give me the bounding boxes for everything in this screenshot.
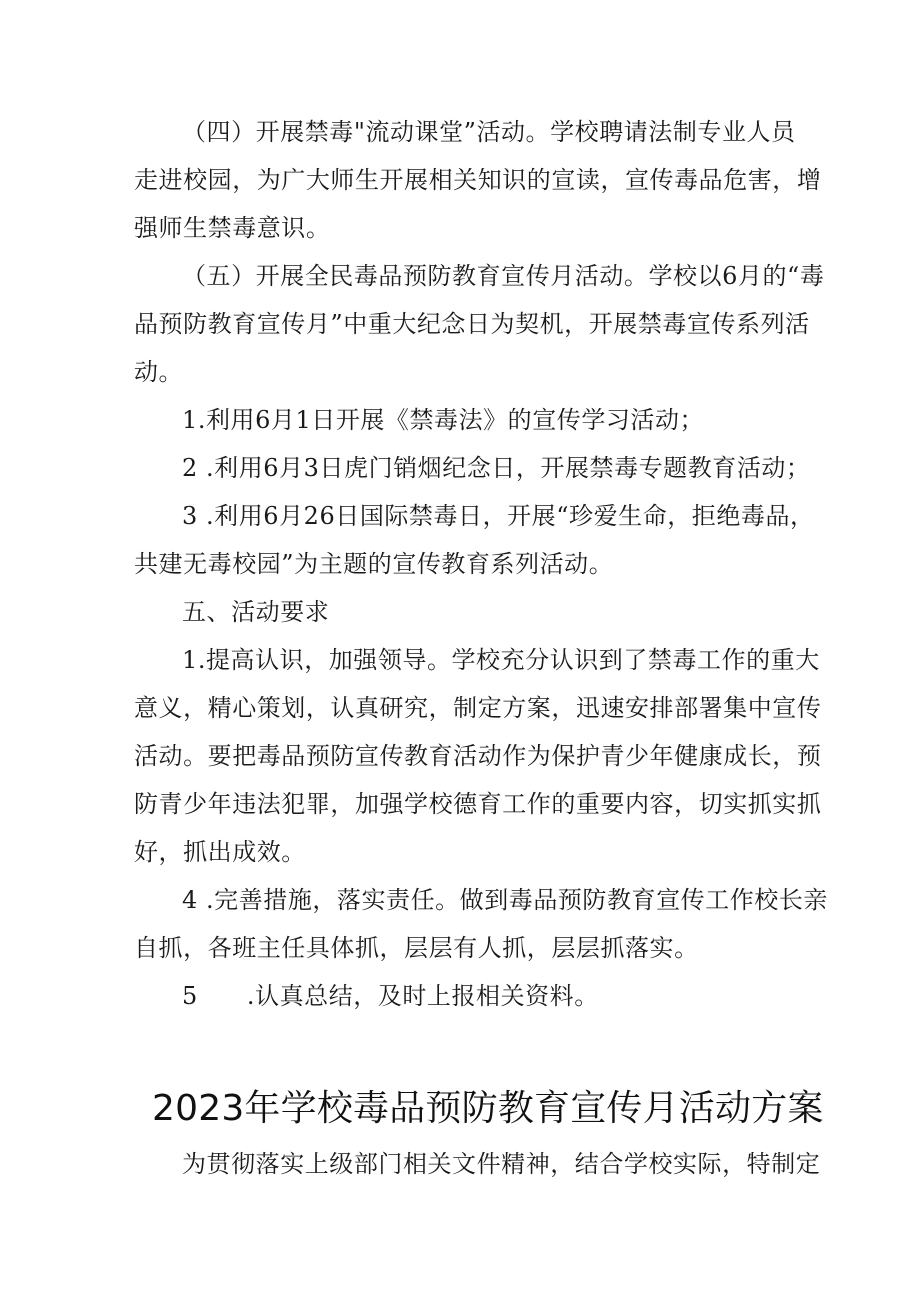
paragraph-line: 5 .认真总结，及时上报相关资料。 xyxy=(182,982,599,1010)
paragraph-line: 自抓，各班主任具体抓，层层有人抓，层层抓落实。 xyxy=(134,934,699,962)
paragraph-line: 共建无毒校园”为主题的宣传教育系列活动。 xyxy=(134,550,614,578)
paragraph-line: 1.提高认识，加强领导。学校充分认识到了禁毒工作的重大 xyxy=(182,646,820,674)
paragraph-line: 4 .完善措施，落实责任。做到毒品预防教育宣传工作校长亲 xyxy=(182,886,828,914)
paragraph-line: 为贯彻落实上级部门相关文件精神，结合学校实际，特制定 xyxy=(182,1150,821,1178)
section-heading: 五、活动要求 xyxy=(182,598,330,626)
list-item: 1.利用6月1日开展《禁毒法》的宣传学习活动； xyxy=(182,406,705,434)
paragraph-line: 活动。要把毒品预防宣传教育活动作为保护青少年健康成长，预 xyxy=(134,742,822,770)
paragraph-line: 动。 xyxy=(134,358,184,386)
list-item: 3 .利用6月26日国际禁毒日，开展“珍爱生命，拒绝毒品， xyxy=(182,502,815,530)
paragraph-line: 好，抓出成效。 xyxy=(134,838,306,866)
paragraph-line: 意义，精心策划，认真研究，制定方案，迅速安排部署集中宣传 xyxy=(134,694,822,722)
paragraph-line: 强师生禁毒意识。 xyxy=(134,214,331,242)
paragraph-line: 走进校园，为广大师生开展相关知识的宣读，宣传毒品危害，增 xyxy=(134,166,822,194)
paragraph-line: （四）开展禁毒"流动课堂”活动。学校聘请法制专业人员 xyxy=(182,118,796,146)
paragraph-line: 品预防教育宣传月”中重大纪念日为契机，开展禁毒宣传系列活 xyxy=(134,310,810,338)
paragraph-line: （五）开展全民毒品预防教育宣传月活动。学校以6月的“毒 xyxy=(182,262,825,290)
document-title: 2023年学校毒品预防教育宣传月活动方案 xyxy=(152,1088,824,1129)
list-item: 2 .利用6月3日虎门销烟纪念日，开展禁毒专题教育活动； xyxy=(182,454,811,482)
paragraph-line: 防青少年违法犯罪，加强学校德育工作的重要内容，切实抓实抓 xyxy=(134,790,822,818)
